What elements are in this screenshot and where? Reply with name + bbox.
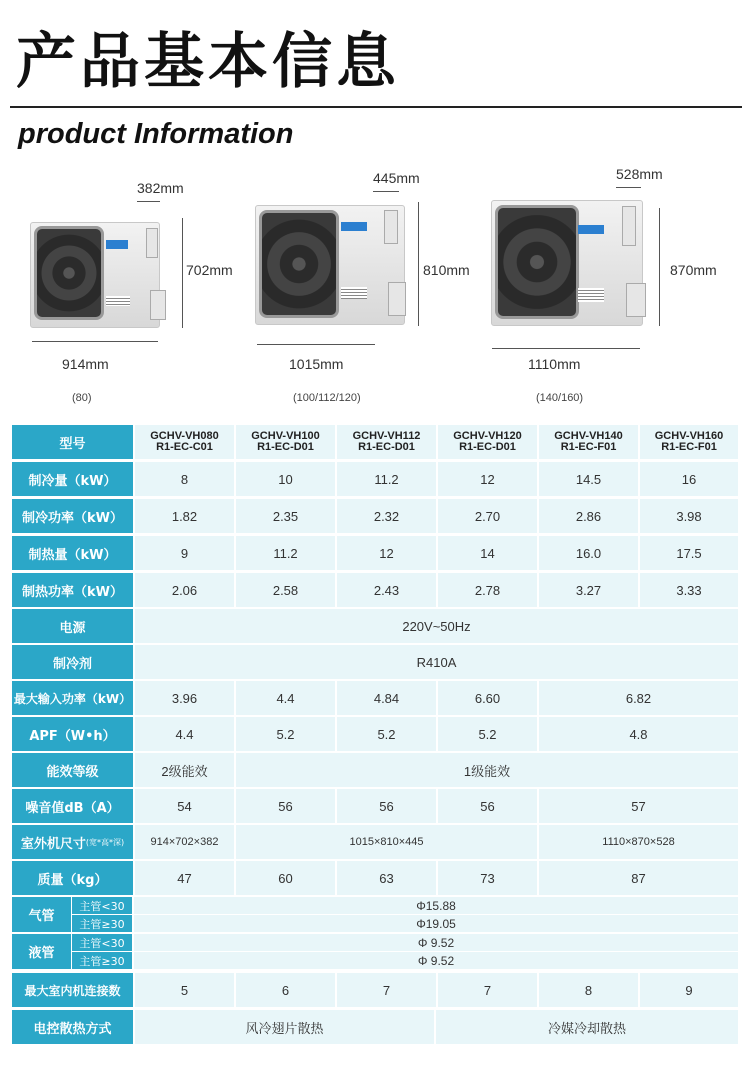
unit-models-caption: (80) [72,392,92,404]
table-cell: Φ 9.52 [134,934,738,951]
table-cell: 9 [135,536,234,570]
table-cell: 220V~50Hz [135,609,738,643]
table-cell: 风冷翅片散热 [135,1010,434,1044]
table-cell: R410A [135,645,738,679]
model-code: R1-EC-D01 [257,441,314,453]
dim-line [373,191,399,192]
table-cell: 3.96 [135,681,234,715]
table-cell: 7 [337,973,436,1007]
table-cell: 6.82 [539,681,738,715]
row-label: 电源 [12,609,133,643]
unit-models-caption: (100/112/120) [293,392,361,404]
table-row [12,645,738,679]
model-code: R1-EC-F01 [661,441,717,453]
model-cell [539,425,638,459]
row-label: 最大输入功率（kW） [12,681,133,715]
table-row [12,609,738,643]
table-cell: 6 [236,973,335,1007]
table-cell: 914×702×382 [135,825,234,859]
model-code: R1-EC-F01 [560,441,617,453]
unit-depth-dim: 445mm [373,170,420,186]
row-label: 制热量（kW） [12,536,133,570]
table-cell: 8 [135,462,234,496]
dim-line [616,187,641,188]
row-label: 型号 [12,425,133,459]
table-cell: 2.86 [539,499,638,533]
dim-line [32,341,158,342]
table-cell: 4.4 [236,681,335,715]
unit-width-dim: 1110mm [528,356,581,372]
row-label-text: 室外机尺寸 [20,836,86,852]
table-cell: 87 [539,861,738,895]
unit-height-dim: 702mm [186,262,233,278]
table-cell: 56 [236,789,335,823]
row-label: 气管 [12,897,71,932]
model-name: GCHV-VH140 [554,430,623,442]
table-row [12,573,738,607]
table-cell: 2.32 [337,499,436,533]
table-cell: 9 [640,973,738,1007]
table-cell: Φ15.88 [134,897,738,914]
row-label: APF（W•h） [12,717,133,751]
table-cell: 56 [337,789,436,823]
unit-depth-dim: 382mm [137,180,184,196]
row-label: 制热功率（kW） [12,573,133,607]
model-cell [438,425,537,459]
dim-line [182,218,183,328]
table-row [12,717,738,751]
dim-line [492,348,640,349]
table-cell: 1110×870×528 [539,825,738,859]
table-cell: 2.78 [438,573,537,607]
table-cell: 4.4 [135,717,234,751]
table-header-row [12,425,738,459]
table-cell: 16.0 [539,536,638,570]
table-cell: 14 [438,536,537,570]
model-name: GCHV-VH100 [251,430,320,442]
model-cell [640,425,738,459]
table-cell: 1015×810×445 [236,825,537,859]
model-code: R1-EC-C01 [156,441,213,453]
page-title: 产品基本信息 [16,27,400,97]
unit-models-caption: (140/160) [536,392,584,404]
model-code: R1-EC-D01 [358,441,415,453]
table-cell: 14.5 [539,462,638,496]
page-subtitle: product Information [18,118,294,150]
table-cell: 47 [135,861,234,895]
unit-depth-dim: 528mm [616,166,663,182]
unit-width-dim: 914mm [62,356,109,372]
table-cell: 2.06 [135,573,234,607]
pipe-sub-label: 主管≥30 [72,952,132,969]
table-cell: 10 [236,462,335,496]
unit-height-dim: 870mm [670,262,717,278]
pipe-sub-label: 主管<30 [72,934,132,951]
row-label: 能效等级 [12,753,133,787]
table-cell: 63 [337,861,436,895]
unit-height-dim: 810mm [423,262,470,278]
table-cell: 12 [337,536,436,570]
table-cell: 冷媒冷却散热 [436,1010,738,1044]
model-name: GCHV-VH080 [150,430,219,442]
model-name: GCHV-VH120 [453,430,522,442]
table-row [12,462,738,496]
row-label-note: (宽*高*深) [85,837,125,847]
table-cell: 3.27 [539,573,638,607]
table-cell: 16 [640,462,738,496]
row-label: 制冷剂 [12,645,133,679]
table-cell: 17.5 [640,536,738,570]
table-cell: 73 [438,861,537,895]
table-row-gas-pipe [12,897,738,932]
table-cell: Φ19.05 [134,915,738,932]
table-row [12,861,738,895]
table-cell: 6.60 [438,681,537,715]
table-cell: 2.43 [337,573,436,607]
table-cell: 2级能效 [135,753,234,787]
table-cell: 2.70 [438,499,537,533]
row-label: 最大室内机连接数 [12,973,133,1007]
row-label: 质量（kg） [12,861,133,895]
model-name: GCHV-VH160 [654,430,724,442]
table-cell: 57 [539,789,738,823]
dim-line [418,202,419,326]
table-row-liquid-pipe [12,934,738,969]
table-cell: 12 [438,462,537,496]
table-cell: 7 [438,973,537,1007]
table-cell: Φ 9.52 [134,952,738,969]
model-cell [135,425,234,459]
table-row [12,499,738,533]
table-cell: 5.2 [236,717,335,751]
table-cell: 3.33 [640,573,738,607]
table-cell: 5 [135,973,234,1007]
table-row [12,753,738,787]
table-cell: 60 [236,861,335,895]
table-cell: 2.58 [236,573,335,607]
model-cell [236,425,335,459]
table-row [12,1010,738,1044]
table-cell: 54 [135,789,234,823]
table-row [12,681,738,715]
pipe-sub-label: 主管<30 [72,897,132,914]
pipe-sub-label: 主管≥30 [72,915,132,932]
table-cell: 8 [539,973,638,1007]
dim-line [659,208,660,326]
model-code: R1-EC-D01 [459,441,516,453]
row-label: 制冷量（kW） [12,462,133,496]
table-row [12,973,738,1007]
table-row [12,825,738,859]
table-cell: 11.2 [236,536,335,570]
model-cell [337,425,436,459]
table-cell: 3.98 [640,499,738,533]
table-cell: 1.82 [135,499,234,533]
row-label: 噪音值dB（A） [12,789,133,823]
row-label: 液管 [12,934,71,969]
dim-line [257,344,375,345]
table-cell: 4.8 [539,717,738,751]
row-label: 电控散热方式 [12,1010,133,1044]
table-cell: 5.2 [337,717,436,751]
model-name: GCHV-VH112 [352,430,421,442]
table-row [12,536,738,570]
dim-line [137,201,160,202]
table-cell: 4.84 [337,681,436,715]
table-cell: 1级能效 [236,753,738,787]
table-cell: 2.35 [236,499,335,533]
title-divider [10,106,742,108]
table-row [12,789,738,823]
row-label: 制冷功率（kW） [12,499,133,533]
table-cell: 56 [438,789,537,823]
table-cell: 11.2 [337,462,436,496]
row-label [12,825,133,859]
table-cell: 5.2 [438,717,537,751]
unit-width-dim: 1015mm [289,356,344,372]
